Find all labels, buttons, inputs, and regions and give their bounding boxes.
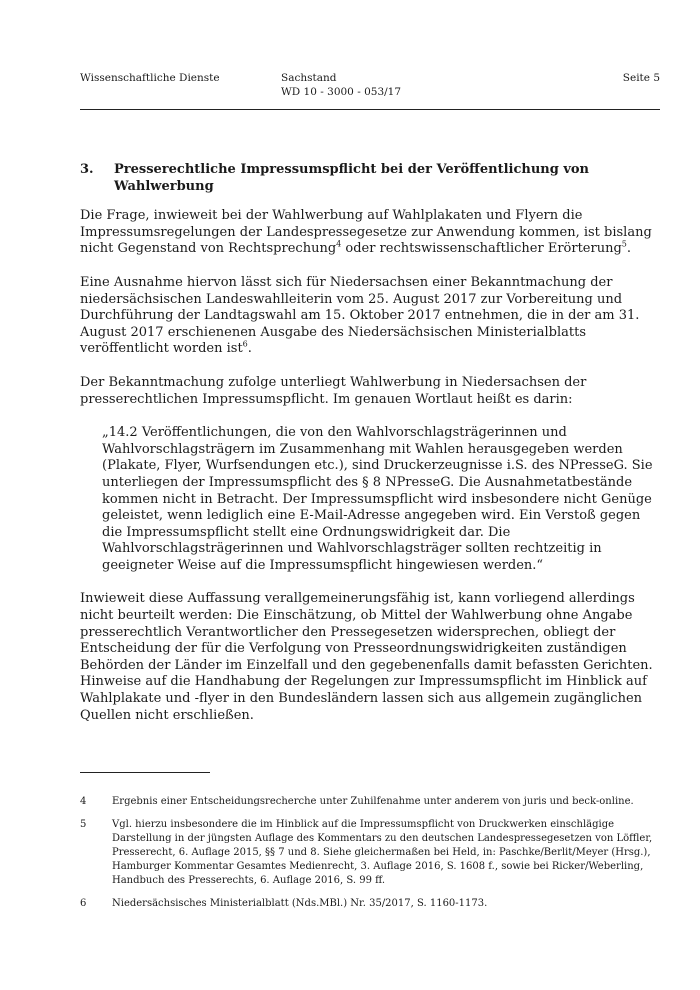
header-page-number: Seite 5 [622, 72, 660, 84]
paragraph-3: Der Bekanntmachung zufolge unterliegt Wahlwerbung in Niedersachsen der presserechtlichen Impressumspflicht. Im genauen Wortlaut heißt es darin: [80, 374, 587, 407]
footnote-divider [80, 772, 210, 773]
paragraph-2-text: Eine Ausnahme hiervon lässt sich für Niedersachsen einer Bekanntmachung der niedersächsischen Landeswahlleiterin vom 25. August 2017 zur Vorbereitung und Durchführung der Landtagswahl am 15. Oktober 2017 entnehmen, die in der am 31. August 2017 erschienenen Ausgabe des Niedersächsischen Ministerialblatts veröffentlicht worden ist [80, 274, 640, 357]
header-department: Wissenschaftliche Dienste [80, 72, 220, 84]
paragraph-2 [80, 275, 660, 358]
footnote-ref-5[interactable]: 5 [621, 240, 627, 250]
footnote-text: Niedersächsisches Ministerialblatt (Nds.MBl.) Nr. 35/2017, S. 1160-1173. [112, 898, 488, 909]
section-heading [80, 162, 660, 195]
paragraph-1-mid: oder rechtswissenschaftlicher Erörterung [341, 241, 622, 257]
footnotes [80, 795, 660, 920]
footnote-item [80, 795, 660, 809]
paragraph-2-end: . [247, 341, 252, 357]
paragraph-1-text: Die Frage, inwieweit bei der Wahlwerbung auf Wahlplakaten und Flyern die Impressumsregelungen der Landespressegesetze zur Anwendung kommen, ist bislang nicht Gegenstand von Rechtsprechung [80, 208, 652, 257]
footnote-number: 6 [80, 898, 87, 909]
header-doc-number: WD 10 - 3000 - 053/17 [281, 86, 402, 98]
paragraph-1 [80, 208, 660, 258]
footnote-ref-6[interactable]: 6 [242, 340, 248, 350]
footnote-number: 5 [80, 819, 87, 830]
paragraph-4: Inwieweit diese Auffassung verallgemeinerungsfähig ist, kann vorliegend allerdings nicht beurteilt werden: Die Einschätzung, ob Mittel der Wahlwerbung ohne Angabe presserechtlich Verantwortlicher den Pressegesetzen widersprechen, obliegt der Entscheidung der für die Verfolgung von Presseordnungswidrigkeiten zuständigen Behörden der Länder im Einzelfall und den gegebenenfalls damit befassten Gerichten. Hinweise auf die Handhabung der Regelungen zur Impressumspflicht im Hinblick auf Wahlplakate und -flyer in den Bundesländern lassen sich aus allgemein zugänglichen Quellen nicht erschließen. [80, 591, 653, 723]
footnote-text: Vgl. hierzu insbesondere die im Hinblick auf die Impressumspflicht von Druckwerken einschlägige Darstellung in der jüngsten Auflage des Kommentars zu den deutschen Landespressegesetzen von Löffler, Presserecht, 6. Auflage 2015, §§ 7 und 8. Siehe gleichermaßen bei Held, in: Paschke/Berlit/Meyer (Hrsg.), Hamburger Kommentar Gesamtes Medienrecht, 3. Auflage 2016, S. 1608 f., sowie bei Ricker/Weberling, Handbuch des Presserechts, 6. Auflage 2016, S. 99 ff. [112, 819, 653, 886]
footnote-item [80, 818, 660, 888]
footnote-number: 4 [80, 796, 87, 807]
paragraph-1-end: . [626, 241, 632, 257]
main-content [80, 162, 660, 741]
section-number: 3. [80, 162, 94, 177]
header-divider [80, 109, 660, 110]
footnote-item [80, 897, 660, 911]
footnote-text: Ergebnis einer Entscheidungsrecherche unter Zuhilfenahme unter anderem von juris und beck-online. [112, 796, 634, 807]
section-title: Presserechtliche Impressumspflicht bei der Veröffentlichung von Wahlwerbung [114, 162, 590, 194]
block-quote: „14.2 Veröffentlichungen, die von den Wahlvorschlagsträgerinnen und Wahlvorschlagsträgern im Zusammenhang mit Wahlen herausgegeben werden (Plakate, Flyer, Wurfsendungen etc.), sind Druckerzeugnisse i.S. des NPresseG. Sie unterliegen der Impressumspflicht des § 8 NPresseG. Die Ausnahmetatbestände kommen nicht in Betracht. Der Impressumspflicht wird insbesondere nicht Genüge geleistet, wenn lediglich eine E-Mail-Adresse angegeben wird. Ein Verstoß gegen die Impressumspflicht stellt eine Ordnungswidrigkeit dar. Die Wahlvorschlagsträgerinnen und Wahlvorschlagsträger sollten rechtzeitig in geeigneter Weise auf die Impressumspflicht hingewiesen werden.“ [102, 425, 653, 573]
header-doc-type: Sachstand [281, 72, 337, 84]
header-document-info [281, 71, 401, 99]
footnote-ref-4[interactable]: 4 [336, 240, 342, 250]
